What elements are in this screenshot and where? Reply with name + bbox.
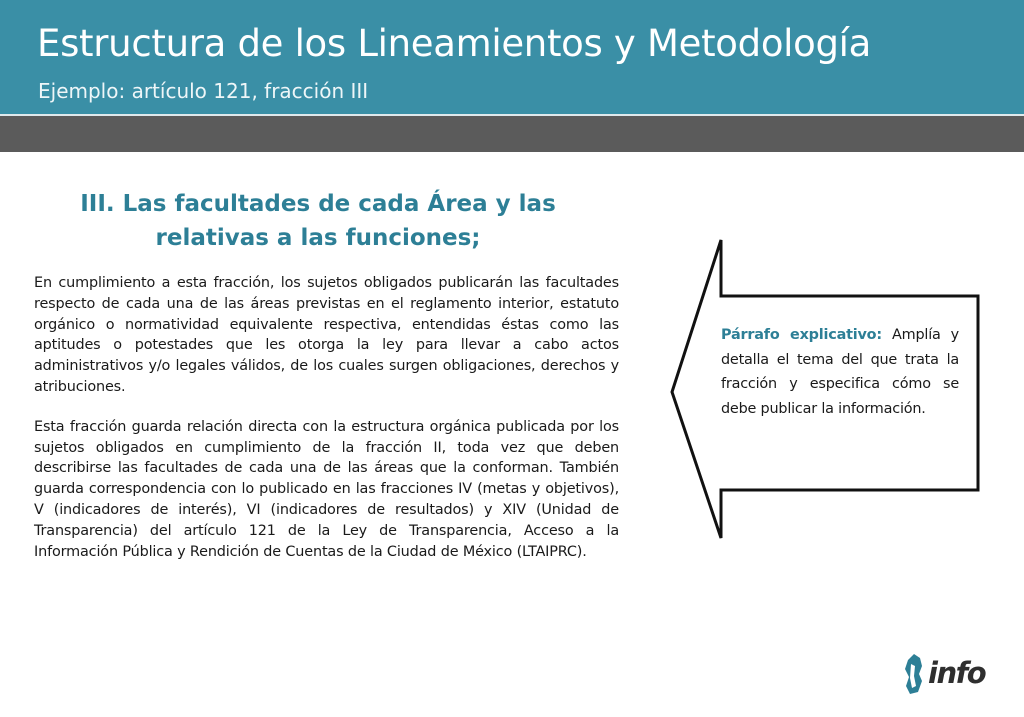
gray-band (0, 116, 1024, 152)
paragraph-2: Esta fracción guarda relación directa con la estructura orgánica publicada por los sujetos obligados en cumplimiento de la fracción II, toda vez que deben describirse las facultades de cada una de las áreas que la conforman. También guarda correspondencia con lo publicado en las fracciones IV (metas y objetivos), V (indicadores de interés), VI (indicadores de resultados) y XIV (Unidad de Transparencia) del artículo 121 de la Ley de Transparencia, Acceso a la Información Pública y Rendición de Cuentas de la Ciudad de México (LTAIPRC). (34, 418, 619, 560)
section-heading-line1: III. Las facultades de cada Área y las (80, 191, 556, 217)
callout-text: Amplía y detalla el tema del que trata la fracción y especifica cómo se debe publicar la información. (721, 327, 959, 417)
section-heading-line2: relativas a las funciones; (155, 225, 481, 251)
slide-subtitle: Ejemplo: artículo 121, fracción III (38, 79, 369, 103)
callout-label: Párrafo explicativo: (721, 327, 882, 343)
slide-title: Estructura de los Lineamientos y Metodología (37, 22, 872, 65)
explanatory-callout (721, 323, 959, 421)
logo-wordmark: info (928, 656, 986, 690)
section-heading (34, 187, 602, 255)
body-text (34, 273, 619, 562)
slide-header (0, 0, 1024, 114)
paragraph-1: En cumplimiento a esta fracción, los sujetos obligados publicarán las facultades respecto de cada una de las áreas previstas en el reglamento interior, estatuto orgánico o normatividad equivalente respectiva, entendidas éstas como las aptitudes o potestades que les otorga la ley para llevar a cabo actos administrativos y/o legales válidos, de los cuales surgen obligaciones, derechos y atribuciones. (34, 275, 619, 395)
